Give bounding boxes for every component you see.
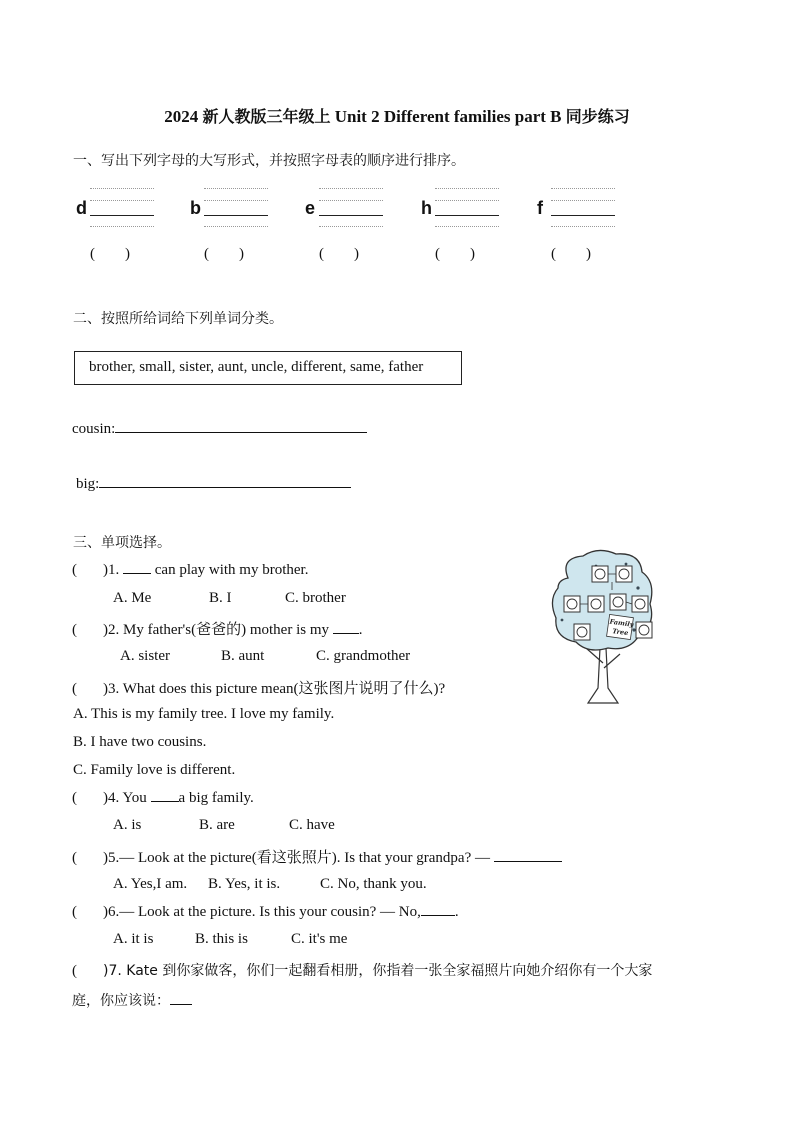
- lowercase-letter: e: [305, 198, 316, 218]
- uppercase-answer-line[interactable]: [435, 215, 499, 216]
- q1-option-c[interactable]: C. brother: [285, 590, 346, 606]
- letter-guide-bottom: [204, 226, 268, 227]
- title-year: 2024: [164, 107, 199, 126]
- letter-guide-bottom: [551, 226, 615, 227]
- q4-pre: )4. You: [103, 790, 151, 806]
- letter-guide-mid: [435, 200, 499, 201]
- q7-line2: 庭，你应该说：: [72, 993, 170, 1009]
- q1-option-a[interactable]: A. Me: [113, 590, 152, 606]
- question-4: [72, 790, 254, 807]
- order-paren[interactable]: ( ): [319, 246, 359, 262]
- q6-text: )6.— Look at the picture. Is this your cousin? — No,: [103, 904, 421, 920]
- q5-text: )5.— Look at the picture(看这张照片). Is that your grandpa? —: [103, 850, 494, 866]
- word-bank: brother, small, sister, aunt, uncle, different, same, father: [74, 351, 462, 385]
- letter-guide-mid: [204, 200, 268, 201]
- q5-option-c[interactable]: C. No, thank you.: [320, 876, 427, 892]
- letter-guide-mid: [90, 200, 154, 201]
- q5-option-b[interactable]: B. Yes, it is.: [208, 876, 281, 892]
- q6-blank[interactable]: [421, 915, 455, 916]
- order-paren[interactable]: ( ): [90, 246, 130, 262]
- letter-guide-mid: [551, 200, 615, 201]
- q6-option-b[interactable]: B. this is: [195, 931, 248, 947]
- q7-paren: (: [72, 963, 77, 979]
- q3-option-a[interactable]: A. This is my family tree. I love my family.: [73, 706, 335, 722]
- q5-option-a[interactable]: A. Yes,I am.: [113, 876, 188, 892]
- q5-blank[interactable]: [494, 861, 562, 862]
- section3-heading: 三、单项选择。: [73, 535, 171, 551]
- category-cousin-label: cousin:: [72, 421, 116, 437]
- q3-option-b[interactable]: B. I have two cousins.: [73, 734, 207, 750]
- uppercase-answer-line[interactable]: [90, 215, 154, 216]
- question-7: [72, 960, 652, 980]
- letter-guide-top: [204, 188, 268, 189]
- q4-paren: (: [72, 790, 77, 806]
- title-grade: 新人教版三年级上: [202, 107, 331, 126]
- lowercase-letter: h: [421, 198, 432, 218]
- q4-blank[interactable]: [151, 801, 179, 802]
- q2-option-a[interactable]: A. sister: [120, 648, 170, 664]
- lowercase-letter: f: [537, 198, 543, 218]
- q2-option-c[interactable]: C. grandmother: [316, 648, 411, 664]
- q1-paren: (: [72, 562, 77, 578]
- category-big-blank[interactable]: [99, 487, 351, 488]
- q3-option-c[interactable]: C. Family love is different.: [73, 762, 236, 778]
- q4-option-c[interactable]: C. have: [289, 817, 335, 833]
- question-7-cont: [72, 990, 192, 1010]
- q2-option-b[interactable]: B. aunt: [221, 648, 265, 664]
- category-cousin: [72, 421, 367, 438]
- q1-pre: )1.: [103, 562, 123, 578]
- uppercase-answer-line[interactable]: [551, 215, 615, 216]
- q2-blank[interactable]: [333, 633, 359, 634]
- q1-blank[interactable]: [123, 573, 151, 574]
- letter-guide-top: [319, 188, 383, 189]
- q3-text: )3. What does this picture mean(这张图片说明了什么)?: [103, 681, 446, 697]
- section2-heading: 二、按照所给词给下列单词分类。: [73, 311, 283, 327]
- uppercase-answer-line[interactable]: [204, 215, 268, 216]
- category-big-label: big:: [76, 476, 100, 492]
- q2-paren: (: [72, 622, 77, 638]
- letter-guide-top: [435, 188, 499, 189]
- q7-line1: )7. Kate 到你家做客，你们一起翻看相册，你指着一张全家福照片向她介绍你有一个大家: [103, 963, 653, 979]
- q1-post: can play with my brother.: [151, 562, 309, 578]
- q5-paren: (: [72, 850, 77, 866]
- tree-label-1: Family: [609, 617, 635, 629]
- letter-guide-bottom: [90, 226, 154, 227]
- letter-guide-top: [551, 188, 615, 189]
- q4-option-a[interactable]: A. is: [113, 817, 142, 833]
- q6-paren: (: [72, 904, 77, 920]
- letter-guide-top: [90, 188, 154, 189]
- question-1: [72, 562, 308, 579]
- q1-option-b[interactable]: B. I: [209, 590, 232, 606]
- question-3: [72, 677, 445, 698]
- q6-option-a[interactable]: A. it is: [113, 931, 154, 947]
- title-suffix: 同步练习: [565, 107, 630, 126]
- page-title: [0, 104, 794, 127]
- letter-guide-bottom: [319, 226, 383, 227]
- q7-blank[interactable]: [170, 1004, 192, 1005]
- category-big: [76, 476, 351, 493]
- uppercase-answer-line[interactable]: [319, 215, 383, 216]
- family-tree-illustration: [548, 548, 658, 704]
- question-2: [72, 618, 363, 639]
- q2-pre: )2. My father's(爸爸的) mother is my: [103, 622, 333, 638]
- q2-post: .: [358, 622, 363, 638]
- letter-guide-mid: [319, 200, 383, 201]
- question-6: [72, 904, 459, 921]
- q4-post: a big family.: [178, 790, 254, 806]
- order-paren[interactable]: ( ): [204, 246, 244, 262]
- category-cousin-blank[interactable]: [115, 432, 367, 433]
- lowercase-letter: d: [76, 198, 87, 218]
- letter-guide-bottom: [435, 226, 499, 227]
- q4-option-b[interactable]: B. are: [199, 817, 235, 833]
- q3-paren: (: [72, 681, 77, 697]
- order-paren[interactable]: ( ): [551, 246, 591, 262]
- q6-post: .: [454, 904, 459, 920]
- order-paren[interactable]: ( ): [435, 246, 475, 262]
- section1-heading: 一、写出下列字母的大写形式，并按照字母表的顺序进行排序。: [73, 153, 465, 169]
- tree-label-2: Tree: [611, 627, 629, 638]
- q6-option-c[interactable]: C. it's me: [291, 931, 348, 947]
- question-5: [72, 846, 562, 867]
- lowercase-letter: b: [190, 198, 201, 218]
- title-unit: Unit 2 Different families part B: [334, 107, 562, 126]
